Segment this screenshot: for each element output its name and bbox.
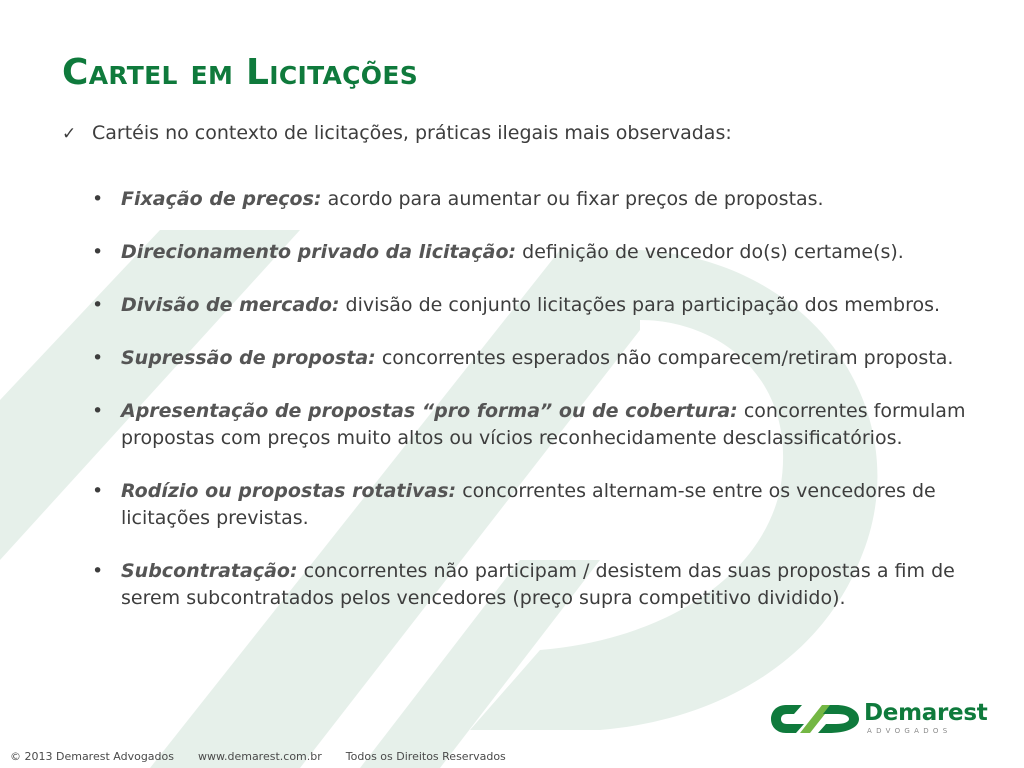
checkmark-icon: ✓ [62, 124, 77, 144]
slide-title: Cartel em Licitações [62, 52, 419, 93]
bullet-icon: • [92, 400, 104, 422]
list-item [92, 345, 1000, 372]
logo-name: Demarest [864, 700, 988, 726]
bullet-text: divisão de conjunto licitações para participação dos membros. [345, 294, 941, 316]
logo-subtitle: ADVOGADOS [867, 727, 952, 735]
bullet-text: concorrentes esperados não comparecem/retiram proposta. [381, 347, 954, 369]
footer-copyright: © 2013 Demarest Advogados [10, 750, 174, 763]
bullet-text: definição de vencedor do(s) certame(s). [522, 241, 904, 263]
list-item [92, 398, 1000, 452]
bullet-text: concorrentes alternam-se entre os vencedores de licitações previstas. [121, 480, 936, 529]
bullet-icon: • [92, 347, 104, 369]
demarest-logo-icon [770, 702, 860, 736]
bullet-term: Divisão de mercado: [121, 294, 340, 316]
bullet-icon: • [92, 241, 104, 263]
bullet-term: Apresentação de propostas “pro forma” ou de cobertura: [121, 400, 738, 422]
list-item [92, 186, 1000, 213]
bullet-icon: • [92, 188, 104, 210]
bullet-term: Rodízio ou propostas rotativas: [121, 480, 457, 502]
bullet-term: Subcontratação: [121, 560, 298, 582]
footer-website: www.demarest.com.br [198, 750, 322, 763]
list-item [92, 292, 1000, 319]
footer-rights: Todos os Direitos Reservados [345, 750, 506, 763]
bullet-icon: • [92, 480, 104, 502]
list-item [92, 239, 1000, 266]
bullet-list [92, 186, 1000, 638]
list-item [92, 558, 1000, 612]
bullet-term: Fixação de preços: [121, 188, 322, 210]
bullet-term: Direcionamento privado da licitação: [121, 241, 517, 263]
bullet-icon: • [92, 294, 104, 316]
list-item [92, 478, 1000, 532]
intro-line [62, 122, 732, 144]
footer [10, 750, 530, 763]
bullet-icon: • [92, 560, 104, 582]
bullet-term: Supressão de proposta: [121, 347, 376, 369]
logo-swoosh-left [771, 705, 804, 733]
bullet-text: acordo para aumentar ou fixar preços de propostas. [327, 188, 824, 210]
bullet-text: concorrentes não participam / desistem das suas propostas a fim de serem subcontratados pelos vencedores (preço supra competitivo dividido). [121, 560, 955, 609]
demarest-logo [770, 700, 988, 740]
bullet-text: concorrentes formulam propostas com preços muito altos ou vícios reconhecidamente desclassificatórios. [121, 400, 966, 449]
intro-text: Cartéis no contexto de licitações, práticas ilegais mais observadas: [92, 122, 732, 144]
